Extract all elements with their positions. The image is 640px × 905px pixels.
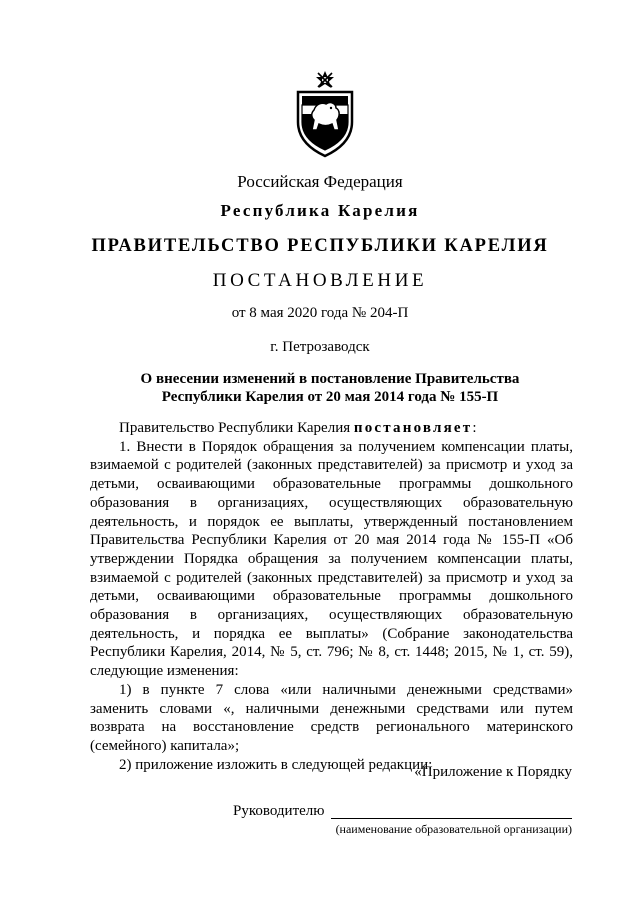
subitem-2-paragraph: 2) приложение изложить в следующей редакции: bbox=[119, 756, 433, 773]
government-title: ПРАВИТЕЛЬСТВО РЕСПУБЛИКИ КАРЕЛИЯ bbox=[91, 236, 549, 256]
karelia-coat-of-arms-icon bbox=[290, 70, 360, 160]
signature-blank-line bbox=[331, 818, 572, 819]
date-and-number: от 8 мая 2020 года № 204-П bbox=[231, 305, 409, 321]
city-name: г. Петрозаводск bbox=[270, 339, 370, 355]
intro-paragraph bbox=[90, 419, 573, 438]
signature-label: Руководителю bbox=[233, 803, 325, 819]
intro-colon: : bbox=[472, 420, 477, 436]
subject-line: О внесении изменений в постановление Правительства bbox=[140, 371, 520, 387]
intro-lead: Правительство Республики Карелия bbox=[119, 420, 354, 436]
subject-line: Республики Карелия от 20 мая 2014 года № 155-П bbox=[161, 389, 499, 405]
appendix-title: «Приложение к Порядку bbox=[414, 764, 572, 780]
document-type: ПОСТАНОВЛЕНИЕ bbox=[212, 270, 428, 291]
item-1-paragraph: 1. Внести в Порядок обращения за получением компенсации платы, взимаемой с родителей (законных представителей) за присмотр и уход за детьми, осваивающими образовательные программы дошкольного образования в организациях, осуществляющих образовательную деятельность, и порядок ее выплаты, утвержденный постановлением Правительства Республики Карелия от 20 мая 2014 года № 155-П «Об утверждении Порядка обращения за получением компенсации платы, взимаемой с родителей (законных представителей) за присмотр и уход за детьми, осваивающими образовательные программы дошкольного образования в организациях, осуществляющих образовательную деятельность, и порядка ее выплаты» (Собрание законодательства Республики Карелия, 2014, № 5, ст. 796; № 8, ст. 1448; 2015, № 1, ст. 59), следующие изменения: bbox=[90, 438, 573, 680]
republic-name: Республика Карелия bbox=[220, 201, 420, 220]
document-body bbox=[90, 419, 573, 774]
document-subject bbox=[90, 370, 570, 406]
country-name: Российская Федерация bbox=[237, 172, 403, 191]
subitem-1-paragraph: 1) в пункте 7 слова «или наличными денежными средствами» заменить словами «, наличными денежными средствами или путем возврата на восстановление средств регионального материнского (семейного) капитала»; bbox=[90, 681, 573, 754]
signature-caption: (наименование образовательной организации) bbox=[335, 822, 572, 836]
intro-verb: постановляет bbox=[353, 420, 473, 436]
